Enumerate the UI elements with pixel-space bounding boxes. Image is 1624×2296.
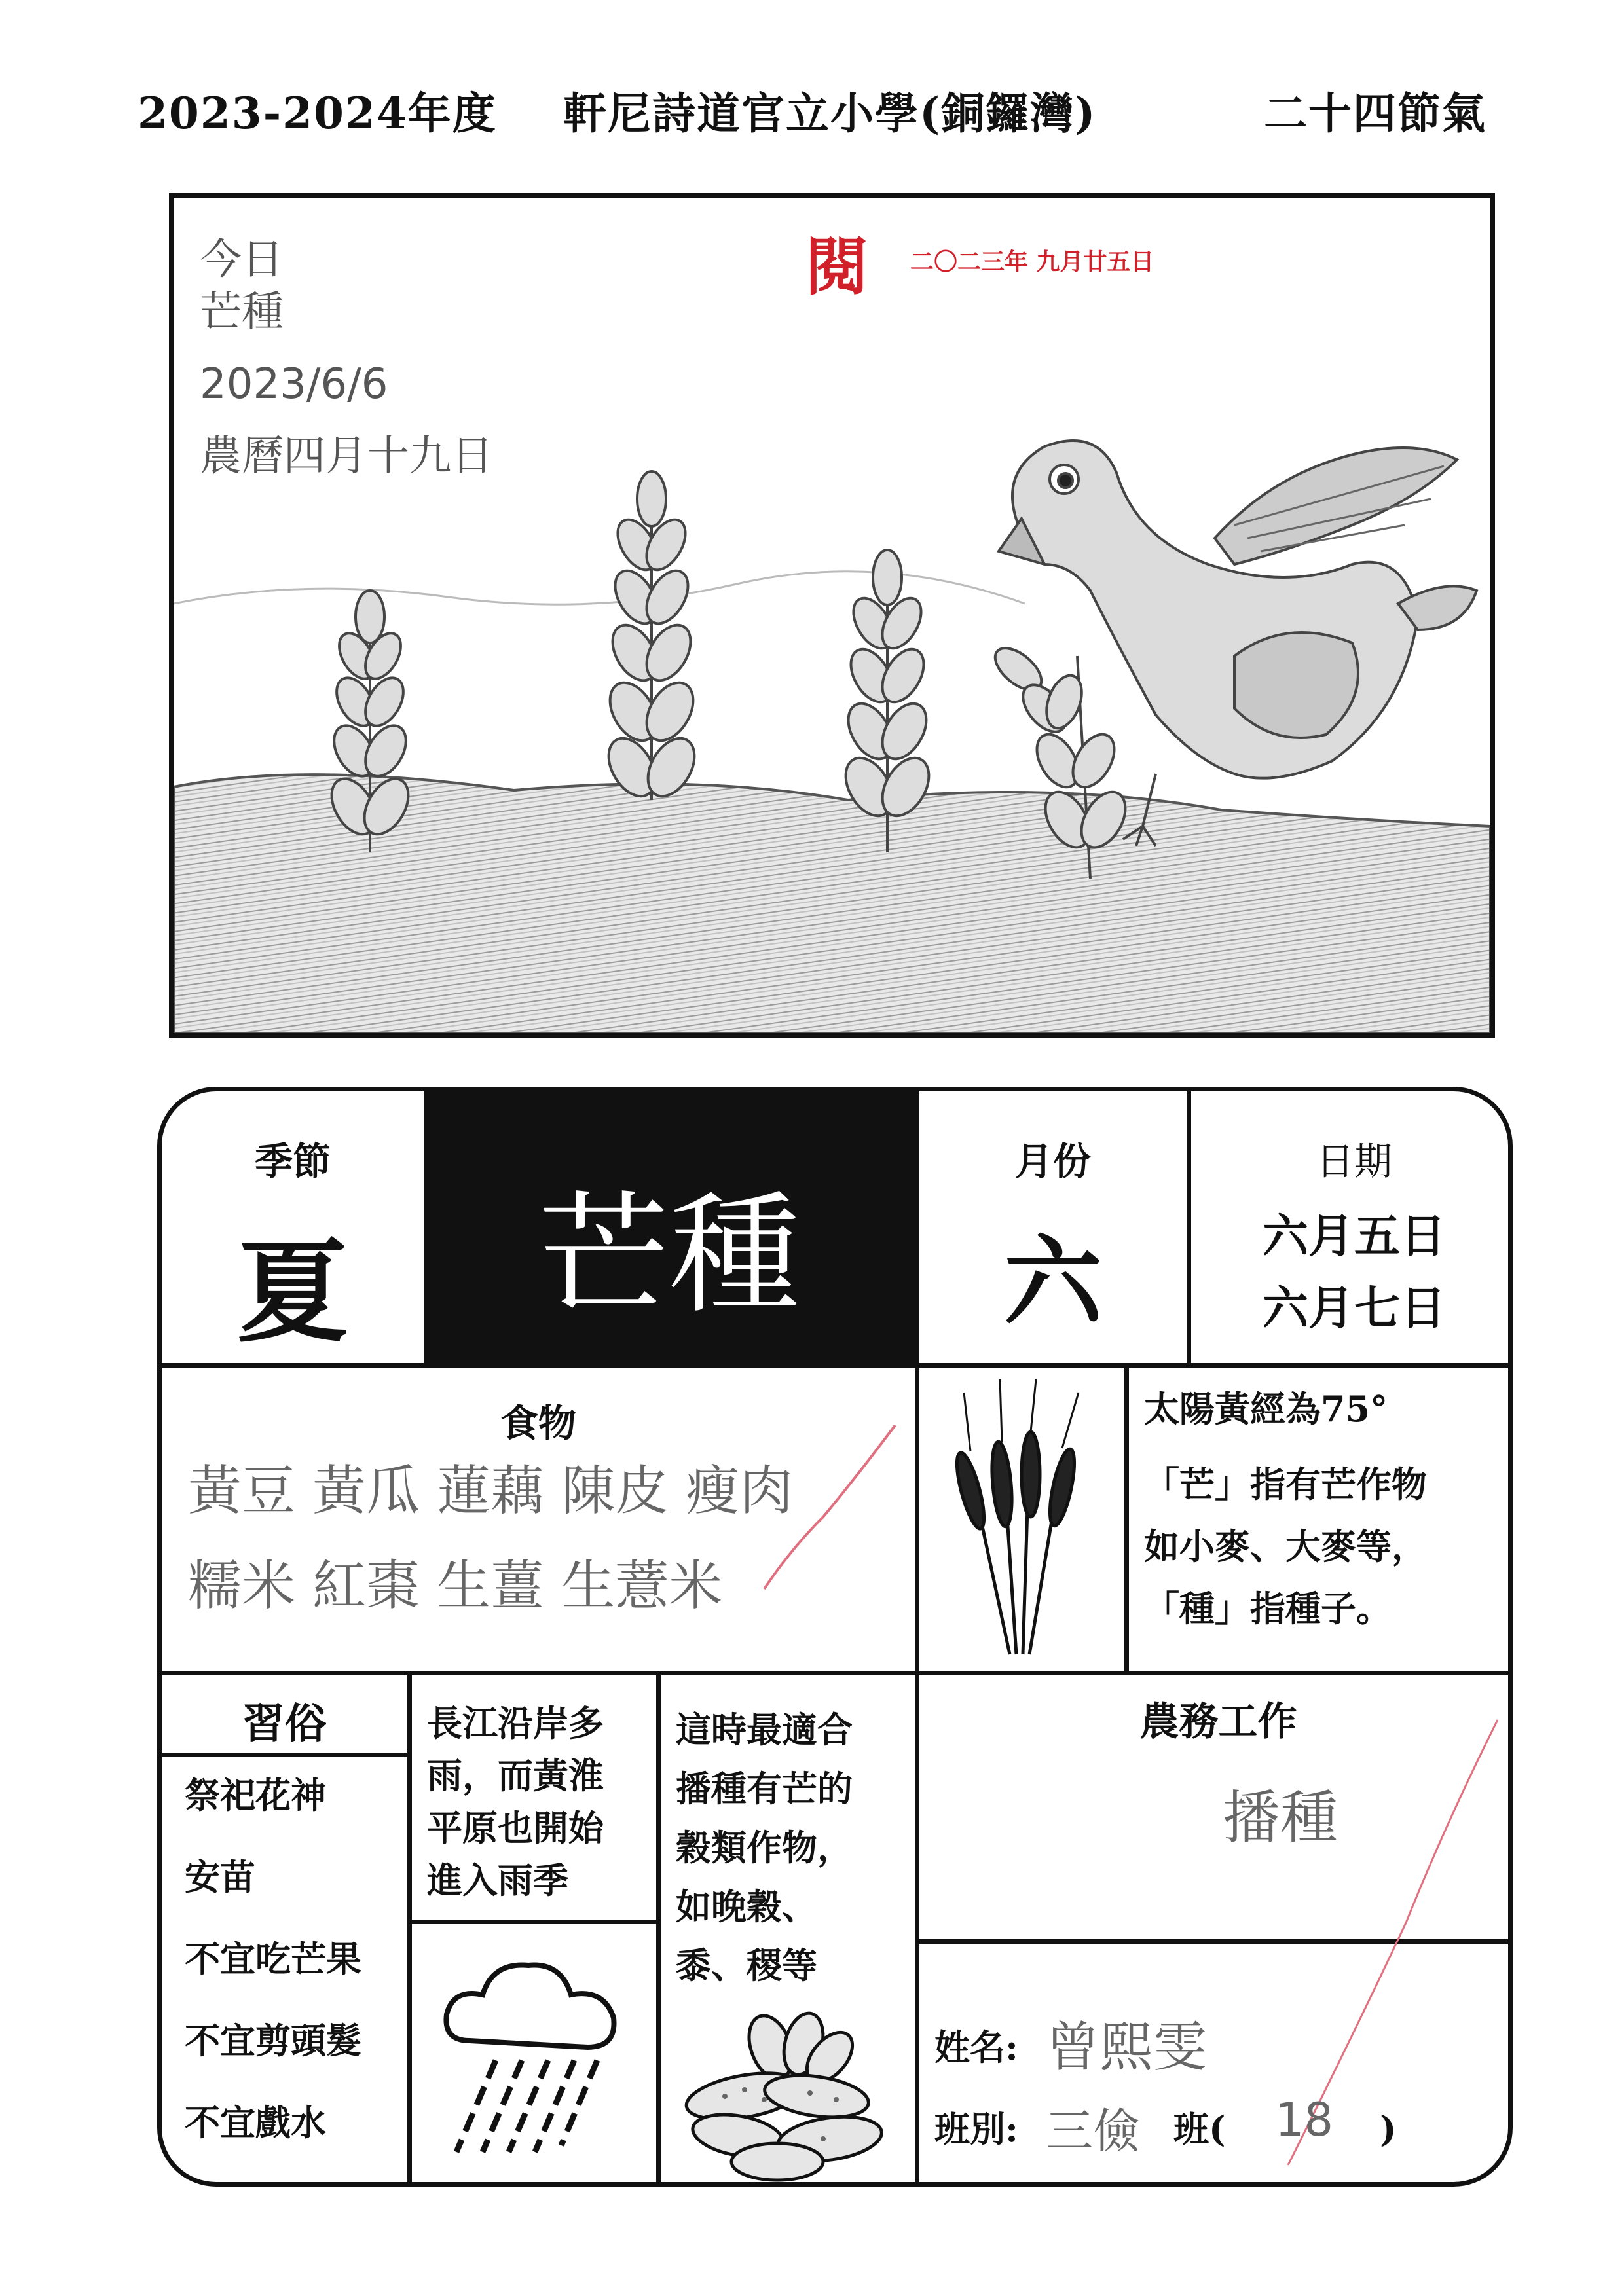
class-number: 18 — [1275, 2093, 1334, 2147]
wheat-plant — [599, 471, 704, 805]
customs-label: 習俗 — [242, 1700, 327, 1749]
season-label: 季節 — [254, 1139, 331, 1184]
class-name: 三儉 — [1046, 2104, 1141, 2159]
farm-work-label: 農務工作 — [1139, 1699, 1297, 1745]
school-name: 軒尼詩道官立小學(銅鑼灣) — [563, 88, 1097, 139]
worksheet-header — [138, 79, 1513, 151]
grain-seeds-icon — [679, 2008, 902, 2185]
month-value: 六 — [1003, 1224, 1102, 1339]
term-name: 芒種 — [538, 1179, 800, 1332]
custom-item: 不宜剪頭髮 — [185, 2020, 361, 2062]
weather-line-2: 雨，而黃淮 — [427, 1755, 604, 1796]
crop-line-4: 如晚穀、 — [676, 1886, 817, 1927]
teacher-stamp: 閱 — [805, 230, 868, 304]
date-label: 日期 — [1316, 1139, 1392, 1184]
note-line-2: 芒種 — [200, 288, 284, 337]
worksheet-topic: 二十四節氣 — [1264, 88, 1486, 139]
school-year: 2023-2024年度 — [138, 88, 497, 139]
teacher-check-mark — [751, 1419, 902, 1609]
weather-line-3: 平原也開始 — [427, 1807, 604, 1849]
wheat-icon — [931, 1379, 1115, 1661]
season-value: 夏 — [236, 1227, 348, 1358]
farm-work-value: 播種 — [1223, 1784, 1338, 1851]
crop-line-2: 播種有芒的 — [676, 1768, 853, 1810]
month-label: 月份 — [1014, 1139, 1091, 1184]
custom-item: 不宜戲水 — [185, 2102, 326, 2143]
date-end: 六月七日 — [1263, 1281, 1446, 1335]
rain-cloud-icon — [430, 1942, 640, 2165]
crop-line-5: 黍、稷等 — [676, 1944, 817, 1986]
crop-line-1: 這時最適合 — [676, 1709, 853, 1751]
term-meaning-line-3: 「種」指種子。 — [1144, 1588, 1392, 1630]
class-label: 班別: — [934, 2108, 1018, 2150]
sun-longitude: 太陽黃經為75° — [1144, 1388, 1388, 1430]
class-close: ) — [1380, 2108, 1397, 2150]
custom-item: 祭祀花神 — [185, 1774, 326, 1816]
pencil-drawing — [174, 198, 1490, 1033]
food-label: 食物 — [500, 1401, 576, 1446]
stamp-date: 二〇二三年 九月廿五日 — [910, 248, 1154, 276]
term-meaning-line-2: 如小麥、大麥等， — [1144, 1525, 1427, 1567]
term-meaning-line-1: 「芒」指有芒作物 — [1144, 1463, 1427, 1505]
solar-term-card — [157, 1087, 1513, 2187]
date-start: 六月五日 — [1263, 1209, 1446, 1263]
name-label: 姓名: — [934, 2026, 1018, 2068]
food-line-1: 黃豆 黃瓜 蓮藕 陳皮 瘦肉 — [188, 1460, 794, 1522]
student-name: 曾熙雯 — [1046, 2016, 1208, 2079]
custom-item: 不宜吃芒果 — [185, 1938, 361, 1980]
wheat-plant — [323, 591, 417, 852]
custom-item: 安苗 — [185, 1856, 255, 1898]
crop-line-3: 穀類作物， — [676, 1827, 853, 1868]
weather-line-1: 長江沿岸多 — [427, 1702, 604, 1744]
class-suffix: 班( — [1173, 2108, 1226, 2150]
note-date: 2023/6/6 — [200, 360, 388, 409]
note-lunar: 農曆四月十九日 — [200, 432, 493, 481]
food-line-2: 糯米 紅棗 生薑 生薏米 — [188, 1555, 723, 1617]
drawing-area — [169, 193, 1495, 1038]
weather-line-4: 進入雨季 — [427, 1859, 568, 1901]
note-line-1: 今日 — [200, 236, 284, 284]
